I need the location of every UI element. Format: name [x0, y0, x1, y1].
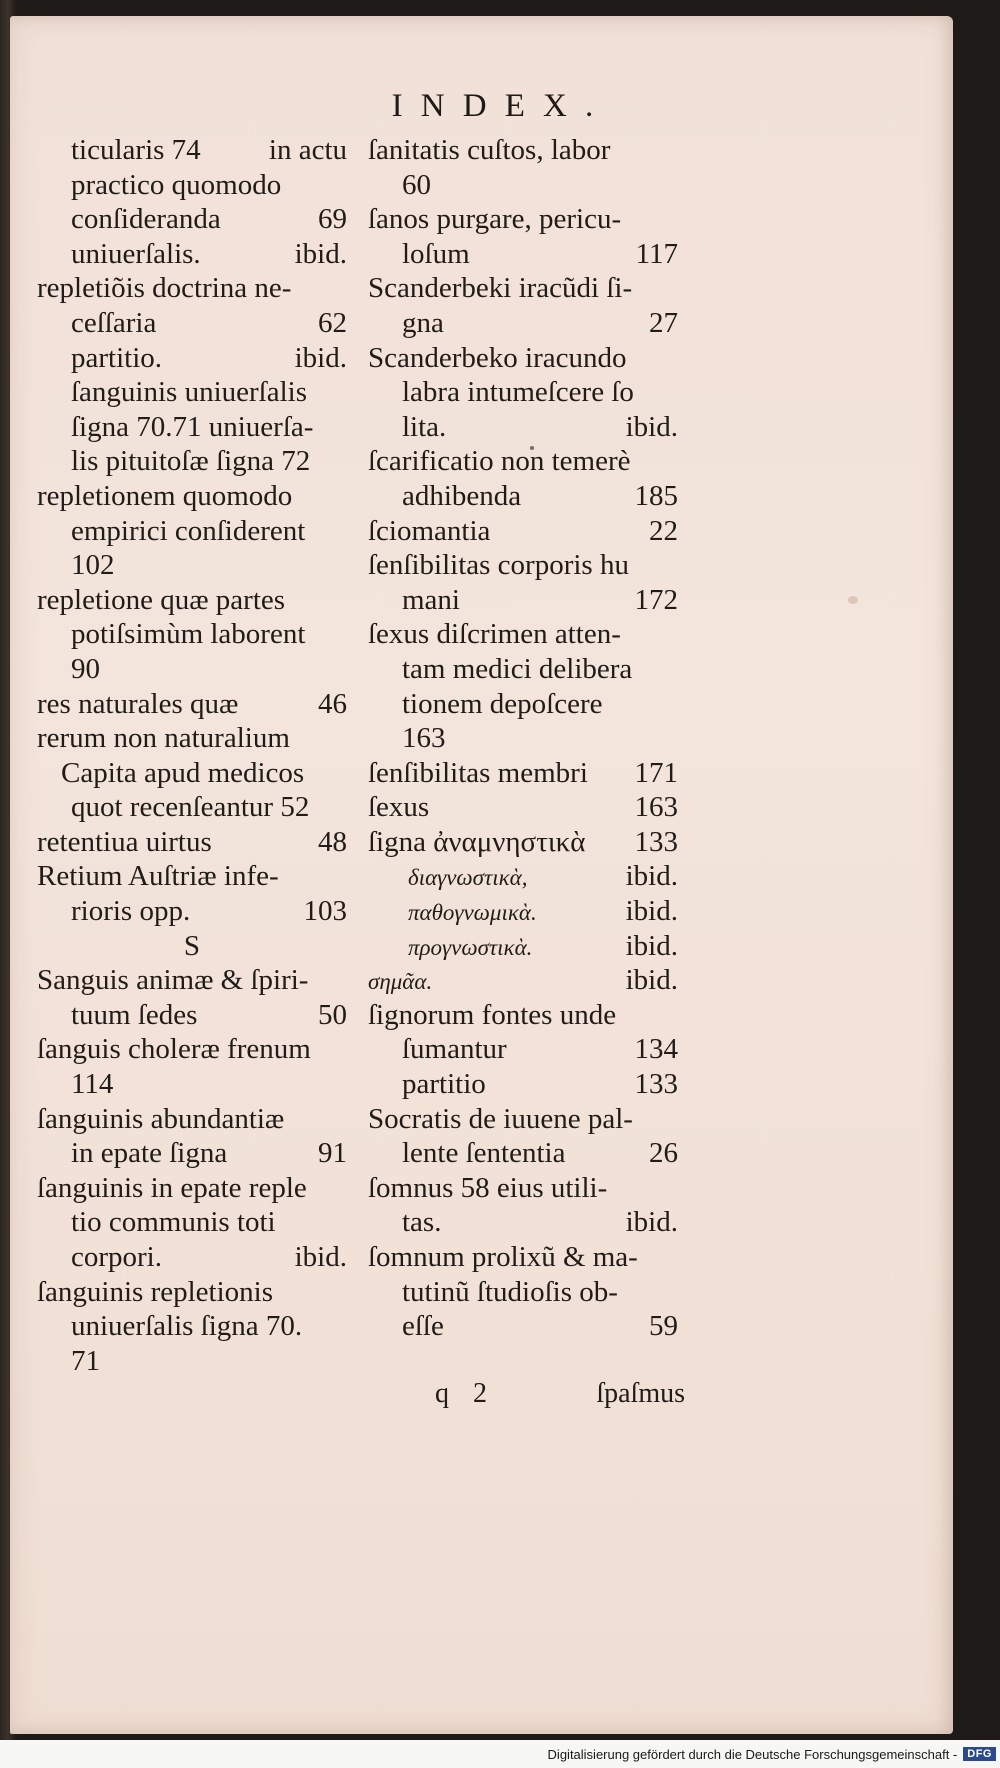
index-entry-line [37, 1344, 347, 1379]
index-entry-line [368, 548, 678, 583]
index-entry-line [37, 859, 347, 894]
index-entry-line [37, 1032, 347, 1067]
index-entry-line [37, 202, 347, 237]
index-entry-line [368, 306, 678, 341]
index-entry-text: eſſe [402, 1310, 444, 1343]
index-entry-line [368, 1240, 678, 1275]
page-header: INDEX. [391, 88, 612, 124]
index-entry-line [37, 652, 347, 687]
index-entry-text: ſanguinis repletionis [37, 1275, 273, 1308]
index-left-column [37, 133, 347, 1378]
index-entry-line [37, 514, 347, 549]
index-entry-text: 114 [71, 1068, 114, 1101]
index-entry-line [368, 133, 678, 168]
index-entry-line [368, 756, 678, 791]
index-entry-text: practico quomodo [71, 168, 282, 201]
index-entry-line [37, 306, 347, 341]
index-entry-text: in epate ſigna [71, 1137, 228, 1170]
index-entry-text: repletionem quomodo [37, 479, 293, 512]
index-entry-line [37, 825, 347, 860]
index-page-ref: ibid. [625, 895, 678, 928]
index-page-ref: 22 [649, 514, 678, 547]
index-entry-line [368, 1102, 678, 1137]
index-entry-text: ticularis 74 [71, 134, 201, 166]
index-entry-line [368, 1205, 678, 1240]
index-entry-text: ſanguinis in epate reple [37, 1171, 307, 1204]
index-entry-line [37, 1171, 347, 1206]
index-entry-line [37, 617, 347, 652]
index-entry-line [37, 894, 347, 929]
index-entry-line [368, 410, 678, 445]
index-entry-line [368, 479, 678, 514]
index-entry-text: partitio [402, 1068, 486, 1101]
index-page-ref: in actu [268, 134, 347, 166]
index-page-ref: 134 [634, 1033, 678, 1066]
index-entry-line [37, 1240, 347, 1275]
index-entry-line [368, 202, 678, 237]
index-entry-text: 71 [71, 1344, 100, 1377]
index-page-ref: 163 [634, 791, 678, 824]
index-page-ref: 133 [634, 825, 678, 858]
index-entry-line [37, 963, 347, 998]
index-entry-line [368, 168, 678, 203]
index-entry-text: conſideranda [71, 203, 221, 236]
index-entry-text: 163 [402, 722, 446, 755]
index-entry-line [37, 687, 347, 722]
index-entry-text: ſenſibilitas membri [368, 756, 588, 789]
index-page-ref: 185 [634, 479, 678, 512]
index-entry-text: partitio. [71, 341, 163, 374]
index-entry-line [368, 1067, 678, 1102]
index-page-ref: ibid. [625, 964, 678, 997]
index-entry-line [368, 237, 678, 272]
index-entry-text: ſexus [368, 791, 430, 824]
index-entry-text: Socratis de iuuene pal- [368, 1102, 633, 1135]
index-entry-line [37, 375, 347, 410]
signature-mark: q [435, 1378, 449, 1409]
index-entry-line [37, 929, 347, 964]
index-entry-text: 102 [71, 549, 115, 582]
index-entry-text: ſumantur [402, 1033, 507, 1066]
index-entry-line [37, 721, 347, 756]
index-page-ref: 171 [634, 756, 678, 789]
index-entry-text: quot recenſeantur 52 [71, 791, 310, 824]
index-entry-line [37, 133, 347, 168]
index-page-ref: ibid. [294, 341, 347, 374]
index-entry-text: ſciomantia [368, 514, 491, 547]
index-entry-text: repletione quæ partes [37, 583, 286, 616]
index-page-ref: 26 [649, 1137, 678, 1170]
index-entry-text: gna [402, 306, 444, 339]
index-entry-line [368, 444, 678, 479]
index-entry-text: ſignorum fontes unde [368, 998, 617, 1031]
index-entry-text: uniuerſalis ſigna 70. [71, 1310, 303, 1343]
index-entry-line [37, 1067, 347, 1102]
index-entry-text: ſcarificatio non temerè [368, 445, 631, 478]
index-entry-line [368, 859, 678, 894]
index-entry-text: tio communis toti [71, 1206, 276, 1239]
index-entry-line [37, 237, 347, 272]
index-entry-text: Capita apud medicos [61, 756, 305, 789]
index-entry-text: ſanitatis cuſtos, labor [368, 134, 611, 166]
index-entry-line [37, 998, 347, 1033]
index-page-ref: 91 [318, 1137, 347, 1170]
index-entry-text: ſenſibilitas corporis hu [368, 549, 629, 582]
index-entry-line [37, 1136, 347, 1171]
index-entry-text: repletiõis doctrina ne- [37, 272, 292, 305]
index-page-ref: ibid. [625, 860, 678, 893]
index-entry-line [37, 583, 347, 618]
index-entry-text: res naturales quæ [37, 687, 239, 720]
index-page-ref: 117 [635, 237, 678, 270]
index-entry-text: rioris opp. [71, 895, 191, 928]
index-entry-line [368, 721, 678, 756]
index-page-ref: 50 [318, 998, 347, 1031]
index-entry-text: παθογνωμικὰ. [408, 900, 537, 926]
index-entry-text: labra intumeſcere ſo [402, 376, 634, 409]
index-entry-text: διαγνωστικὰ, [408, 865, 528, 891]
index-page-ref: 59 [649, 1310, 678, 1343]
index-entry-line [37, 410, 347, 445]
index-entry-line [368, 894, 678, 929]
index-entry-text: ceſſaria [71, 306, 157, 339]
index-entry-line [37, 756, 347, 791]
index-page-ref: 62 [318, 306, 347, 339]
index-entry-line [368, 1171, 678, 1206]
index-entry-line [368, 825, 678, 860]
index-entry-line [37, 479, 347, 514]
index-entry-text: προγνωστικὰ. [408, 934, 533, 960]
index-entry-text: Scanderbeko iracundo [368, 341, 627, 374]
index-page-ref: 27 [649, 306, 678, 339]
index-entry-text: tuum ſedes [71, 998, 198, 1031]
index-entry-line [37, 168, 347, 203]
index-entry-text: tam medici delibera [402, 652, 633, 685]
index-entry-line [368, 1275, 678, 1310]
index-entry-line [368, 271, 678, 306]
index-entry-text: Scanderbeki iracũdi ſi- [368, 272, 633, 305]
index-page-ref: 46 [318, 687, 347, 720]
index-entry-line [37, 790, 347, 825]
index-entry-line [37, 1205, 347, 1240]
index-entry-text: 60 [402, 168, 431, 201]
index-entry-text: mani [402, 583, 460, 616]
index-right-column [368, 133, 678, 1344]
index-entry-text: tas. [402, 1206, 442, 1239]
index-page-ref: 172 [634, 583, 678, 616]
index-entry-line [37, 271, 347, 306]
index-entry-line [368, 963, 678, 998]
index-page-ref: 103 [303, 895, 347, 928]
index-entry-text: lis pituitoſæ ſigna 72 [71, 445, 311, 478]
index-entry-text: ſanguinis abundantiæ [37, 1102, 285, 1135]
index-entry-line [368, 341, 678, 376]
index-entry-line [37, 1309, 347, 1344]
index-entry-text: potiſsimùm laborent [71, 618, 306, 651]
catchline [435, 1378, 685, 1410]
index-page-ref: ibid. [294, 1241, 347, 1273]
index-entry-text: ſomnum prolixũ & ma- [368, 1241, 638, 1273]
index-entry-text: lente ſententia [402, 1137, 566, 1170]
index-entry-line [368, 1309, 678, 1344]
index-entry-text: retentiua uirtus [37, 825, 212, 858]
index-entry-text: loſum [402, 237, 470, 270]
index-page-ref: 133 [634, 1068, 678, 1101]
index-entry-text: ſanos purgare, pericu- [368, 203, 622, 236]
index-page-ref: 69 [318, 203, 347, 236]
index-entry-line [368, 998, 678, 1033]
index-entry-line [368, 1032, 678, 1067]
index-entry-line [368, 652, 678, 687]
footer-credit: Digitalisierung gefördert durch die Deutsche Forschungsgemeinschaft - [547, 1746, 958, 1762]
signature-number: 2 [473, 1378, 487, 1409]
index-entry-text: lita. [402, 410, 447, 443]
index-entry-line [37, 1102, 347, 1137]
index-entry-line [368, 1136, 678, 1171]
digitization-footer [0, 1740, 1000, 1768]
index-entry-text: ſanguinis uniuerſalis [71, 376, 307, 409]
index-entry-text: corpori. [71, 1241, 162, 1273]
index-entry-text: S [183, 929, 201, 962]
index-entry-line [368, 583, 678, 618]
index-entry-line [37, 341, 347, 376]
index-entry-line [368, 617, 678, 652]
index-entry-text: ſanguis choleræ frenum [37, 1033, 311, 1066]
index-entry-text: empirici conſiderent [71, 514, 306, 547]
index-entry-line [37, 548, 347, 583]
index-entry-text: Sanguis animæ & ſpiri- [37, 964, 309, 997]
index-entry-line [37, 444, 347, 479]
index-entry-line [368, 790, 678, 825]
index-entry-line [368, 375, 678, 410]
index-entry-text: adhibenda [402, 479, 522, 512]
index-page-ref: ibid. [294, 237, 347, 270]
index-entry-text: tionem depoſcere [402, 687, 603, 720]
index-entry-text: 90 [71, 652, 100, 685]
index-entry-line [368, 514, 678, 549]
index-page-ref: 48 [318, 825, 347, 858]
dfg-logo: DFG [963, 1747, 996, 1761]
paper-stain [848, 596, 858, 604]
index-entry-text: uniuerſalis. [71, 237, 201, 270]
catchword: ſpaſmus [596, 1378, 685, 1409]
index-entry-text: Retium Auſtriæ infe- [37, 860, 279, 893]
index-entry-text: ſexus diſcrimen atten- [368, 618, 621, 651]
index-page-ref: ibid. [625, 410, 678, 443]
index-entry-line [368, 687, 678, 722]
index-entry-line [37, 1275, 347, 1310]
index-page-ref: ibid. [625, 1206, 678, 1239]
index-entry-text: ſigna ἀναμνηστικὰ [368, 825, 586, 858]
index-entry-text: tutinũ ſtudioſis ob- [402, 1275, 618, 1308]
index-entry-line [368, 929, 678, 964]
index-entry-text: σημᾶα. [368, 969, 433, 995]
index-entry-text: ſigna 70.71 uniuerſa- [71, 410, 314, 443]
index-entry-text: rerum non naturalium [37, 722, 290, 755]
index-page-ref: ibid. [625, 929, 678, 962]
index-entry-text: ſomnus 58 eius utili- [368, 1171, 608, 1204]
